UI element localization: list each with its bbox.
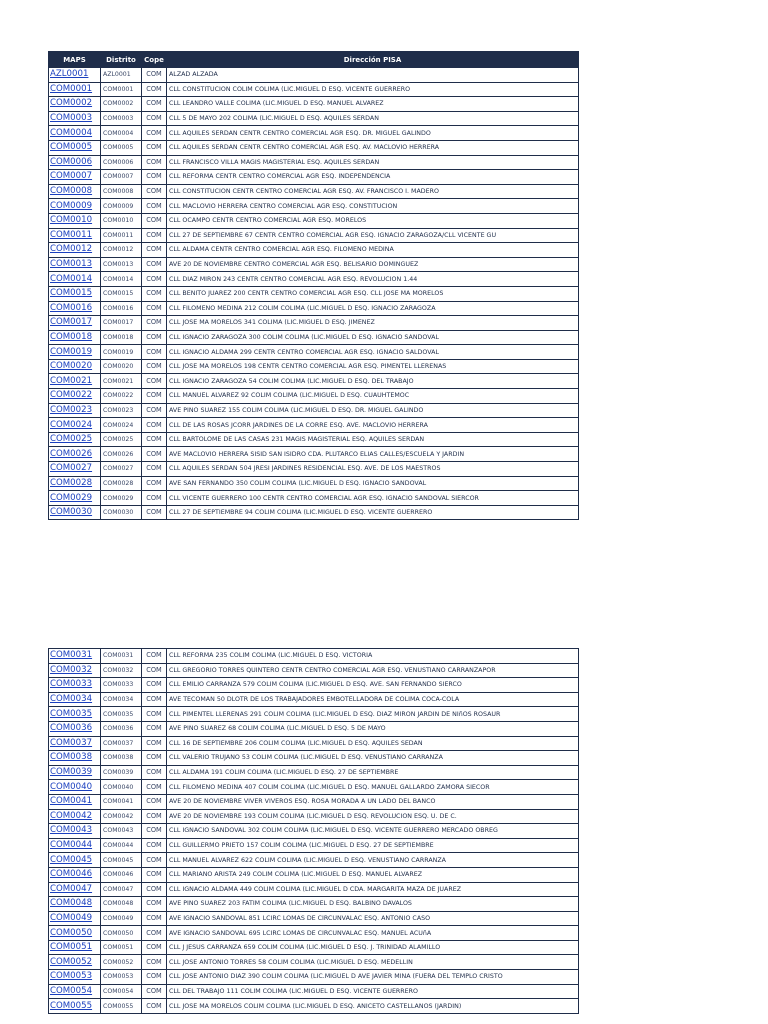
distrito-cell: COM0024 bbox=[101, 418, 142, 433]
distrito-cell: COM0017 bbox=[101, 316, 142, 331]
table-row bbox=[49, 447, 579, 462]
distrito-cell: COM0031 bbox=[101, 649, 142, 664]
distrito-cell: COM0051 bbox=[101, 940, 142, 955]
maps-link[interactable]: COM0046 bbox=[49, 867, 101, 882]
cope-cell: COM bbox=[142, 505, 167, 520]
maps-link[interactable]: COM0050 bbox=[49, 926, 101, 941]
direccion-cell: CLL FRANCISCO VILLA MAGIS MAGISTERIAL ESQ. AQUILES SERDAN bbox=[167, 155, 579, 170]
table-row bbox=[49, 999, 579, 1014]
maps-link[interactable]: COM0049 bbox=[49, 911, 101, 926]
distrito-cell: AZL0001 bbox=[101, 68, 142, 83]
direccion-cell: CLL GREGORIO TORRES QUINTERO CENTR CENTRO COMERCIAL AGR ESQ. VENUSTIANO CARRANZAPOR bbox=[167, 663, 579, 678]
table-row bbox=[49, 780, 579, 795]
table-row bbox=[49, 155, 579, 170]
maps-link[interactable]: COM0047 bbox=[49, 882, 101, 897]
direccion-cell: CLL AQUILES SERDAN 504 JRESI JARDINES RESIDENCIAL ESQ. AVE. DE LOS MAESTROS bbox=[167, 462, 579, 477]
cope-cell: COM bbox=[142, 82, 167, 97]
table-row bbox=[49, 649, 579, 664]
direccion-cell: AVE 20 DE NOVIEMBRE VIVER VIVEROS ESQ. ROSA MORADA A UN LADO DEL BANCO bbox=[167, 794, 579, 809]
table-row bbox=[49, 707, 579, 722]
maps-link[interactable]: COM0036 bbox=[49, 721, 101, 736]
direccion-cell: AVE PINO SUAREZ 155 COLIM COLIMA (LIC.MIGUEL D ESQ. DR. MIGUEL GALINDO bbox=[167, 403, 579, 418]
table-row bbox=[49, 301, 579, 316]
table-row bbox=[49, 330, 579, 345]
maps-link[interactable]: COM0029 bbox=[49, 491, 101, 506]
direccion-cell: CLL CONSTITUCION CENTR CENTRO COMERCIAL AGR ESQ. AV. FRANCISCO I. MADERO bbox=[167, 184, 579, 199]
direccion-cell: CLL JOSE MA MORELOS 198 CENTR CENTRO COMERCIAL AGR ESQ. PIMENTEL LLERENAS bbox=[167, 359, 579, 374]
maps-link[interactable]: COM0054 bbox=[49, 984, 101, 999]
maps-link[interactable]: COM0039 bbox=[49, 765, 101, 780]
cope-cell: COM bbox=[142, 491, 167, 506]
maps-link[interactable]: COM0032 bbox=[49, 663, 101, 678]
distrito-cell: COM0045 bbox=[101, 853, 142, 868]
maps-link[interactable]: COM0031 bbox=[49, 649, 101, 664]
table-row bbox=[49, 140, 579, 155]
direccion-cell: CLL J JESUS CARRANZA 659 COLIM COLIMA (LIC.MIGUEL D ESQ. J. TRINIDAD ALAMILLO bbox=[167, 940, 579, 955]
maps-table-2 bbox=[48, 648, 579, 1014]
direccion-cell: CLL IGNACIO ALDAMA 299 CENTR CENTRO COMERCIAL AGR ESQ. IGNACIO SALDOVAL bbox=[167, 345, 579, 360]
cope-cell: COM bbox=[142, 765, 167, 780]
distrito-cell: COM0009 bbox=[101, 199, 142, 214]
direccion-cell: CLL MANUEL ALVAREZ 92 COLIM COLIMA (LIC.MIGUEL D ESQ. CUAUHTEMOC bbox=[167, 389, 579, 404]
cope-cell: COM bbox=[142, 447, 167, 462]
cope-cell: COM bbox=[142, 853, 167, 868]
cope-cell: COM bbox=[142, 243, 167, 258]
direccion-cell: AVE 20 DE NOVIEMBRE CENTRO COMERCIAL AGR ESQ. BELISARIO DOMINGUEZ bbox=[167, 257, 579, 272]
maps-link[interactable]: COM0051 bbox=[49, 940, 101, 955]
maps-link[interactable]: COM0042 bbox=[49, 809, 101, 824]
distrito-cell: COM0044 bbox=[101, 838, 142, 853]
direccion-cell: CLL AQUILES SERDAN CENTR CENTRO COMERCIAL AGR ESQ. DR. MIGUEL GALINDO bbox=[167, 126, 579, 141]
maps-link[interactable]: COM0034 bbox=[49, 692, 101, 707]
distrito-cell: COM0027 bbox=[101, 462, 142, 477]
table-row bbox=[49, 418, 579, 433]
cope-cell: COM bbox=[142, 926, 167, 941]
table-row bbox=[49, 243, 579, 258]
maps-link[interactable]: COM0001 bbox=[49, 82, 101, 97]
distrito-cell: COM0002 bbox=[101, 97, 142, 112]
direccion-cell: CLL IGNACIO ZARAGOZA 300 COLIM COLIMA (LIC.MIGUEL D ESQ. IGNACIO SANDOVAL bbox=[167, 330, 579, 345]
distrito-cell: COM0013 bbox=[101, 257, 142, 272]
maps-link[interactable]: COM0016 bbox=[49, 301, 101, 316]
maps-link[interactable]: COM0048 bbox=[49, 897, 101, 912]
cope-cell: COM bbox=[142, 316, 167, 331]
direccion-cell: ALZAD ALZADA bbox=[167, 68, 579, 83]
direccion-cell: CLL LEANDRO VALLE COLIMA (LIC.MIGUEL D ESQ. MANUEL ALVAREZ bbox=[167, 97, 579, 112]
maps-link[interactable]: COM0019 bbox=[49, 345, 101, 360]
cope-cell: COM bbox=[142, 838, 167, 853]
distrito-cell: COM0015 bbox=[101, 286, 142, 301]
distrito-cell: COM0032 bbox=[101, 663, 142, 678]
direccion-cell: CLL AQUILES SERDAN CENTR CENTRO COMERCIAL AGR ESQ. AV. MACLOVIO HERRERA bbox=[167, 140, 579, 155]
direccion-cell: CLL IGNACIO ZARAGOZA 54 COLIM COLIMA (LIC.MIGUEL D ESQ. DEL TRABAJO bbox=[167, 374, 579, 389]
table-row bbox=[49, 257, 579, 272]
distrito-cell: COM0041 bbox=[101, 794, 142, 809]
table-row bbox=[49, 984, 579, 999]
direccion-cell: CLL MARIANO ARISTA 249 COLIM COLIMA (LIC.MIGUEL D ESQ. MANUEL ALVAREZ bbox=[167, 867, 579, 882]
distrito-cell: COM0046 bbox=[101, 867, 142, 882]
table-row bbox=[49, 184, 579, 199]
direccion-cell: CLL REFORMA CENTR CENTRO COMERCIAL AGR ESQ. INDEPENDENCIA bbox=[167, 170, 579, 185]
direccion-cell: CLL DIAZ MIRON 243 CENTR CENTRO COMERCIAL AGR ESQ. REVOLUCION 1.44 bbox=[167, 272, 579, 287]
distrito-cell: COM0055 bbox=[101, 999, 142, 1014]
header-direccion: Dirección PISA bbox=[167, 52, 579, 68]
cope-cell: COM bbox=[142, 707, 167, 722]
header-cope: Cope bbox=[142, 52, 167, 68]
cope-cell: COM bbox=[142, 345, 167, 360]
cope-cell: COM bbox=[142, 286, 167, 301]
direccion-cell: CLL DEL TRABAJO 111 COLIM COLIMA (LIC.MIGUEL D ESQ. VICENTE GUERRERO bbox=[167, 984, 579, 999]
direccion-cell: CLL FILOMENO MEDINA 407 COLIM COLIMA (LIC.MIGUEL D ESQ. MANUEL GALLARDO ZAMORA SIECOR bbox=[167, 780, 579, 795]
maps-link[interactable]: COM0005 bbox=[49, 140, 101, 155]
distrito-cell: COM0042 bbox=[101, 809, 142, 824]
distrito-cell: COM0047 bbox=[101, 882, 142, 897]
distrito-cell: COM0033 bbox=[101, 678, 142, 693]
cope-cell: COM bbox=[142, 955, 167, 970]
direccion-cell: CLL 27 DE SEPTIEMBRE 67 CENTR CENTRO COMERCIAL AGR ESQ. IGNACIO ZARAGOZA/CLL VICENTE GU bbox=[167, 228, 579, 243]
cope-cell: COM bbox=[142, 780, 167, 795]
table-row bbox=[49, 316, 579, 331]
distrito-cell: COM0026 bbox=[101, 447, 142, 462]
maps-link[interactable]: COM0028 bbox=[49, 476, 101, 491]
maps-link[interactable]: COM0043 bbox=[49, 824, 101, 839]
cope-cell: COM bbox=[142, 824, 167, 839]
maps-link[interactable]: COM0053 bbox=[49, 970, 101, 985]
direccion-cell: CLL ALDAMA 191 COLIM COLIMA (LIC.MIGUEL D ESQ. 27 DE SEPTIEMBRE bbox=[167, 765, 579, 780]
direccion-cell: AVE PINO SUAREZ 68 COLIM COLIMA (LIC.MIGUEL D ESQ. 5 DE MAYO bbox=[167, 721, 579, 736]
direccion-cell: CLL MANUEL ALVAREZ 622 COLIM COLIMA (LIC.MIGUEL D ESQ. VENUSTIANO CARRANZA bbox=[167, 853, 579, 868]
maps-link[interactable]: COM0022 bbox=[49, 389, 101, 404]
cope-cell: COM bbox=[142, 170, 167, 185]
cope-cell: COM bbox=[142, 476, 167, 491]
table-row bbox=[49, 853, 579, 868]
table-row bbox=[49, 678, 579, 693]
maps-link[interactable]: COM0025 bbox=[49, 432, 101, 447]
table-row bbox=[49, 199, 579, 214]
distrito-cell: COM0008 bbox=[101, 184, 142, 199]
distrito-cell: COM0043 bbox=[101, 824, 142, 839]
cope-cell: COM bbox=[142, 97, 167, 112]
distrito-cell: COM0049 bbox=[101, 911, 142, 926]
direccion-cell: AVE SAN FERNANDO 350 COLIM COLIMA (LIC.MIGUEL D ESQ. IGNACIO SANDOVAL bbox=[167, 476, 579, 491]
cope-cell: COM bbox=[142, 272, 167, 287]
table-row bbox=[49, 97, 579, 112]
cope-cell: COM bbox=[142, 418, 167, 433]
table-row bbox=[49, 940, 579, 955]
distrito-cell: COM0001 bbox=[101, 82, 142, 97]
maps-link[interactable]: COM0006 bbox=[49, 155, 101, 170]
distrito-cell: COM0007 bbox=[101, 170, 142, 185]
cope-cell: COM bbox=[142, 155, 167, 170]
direccion-cell: AVE IGNACIO SANDOVAL 695 LCIRC LOMAS DE CIRCUNVALAC ESQ. MANUEL ACUñA bbox=[167, 926, 579, 941]
table-row bbox=[49, 838, 579, 853]
maps-link[interactable]: COM0010 bbox=[49, 213, 101, 228]
direccion-cell: CLL IGNACIO SANDOVAL 302 COLIM COLIMA (LIC.MIGUEL D ESQ. VICENTE GUERRERO MERCADO OBREG bbox=[167, 824, 579, 839]
maps-link[interactable]: COM0040 bbox=[49, 780, 101, 795]
table-row bbox=[49, 213, 579, 228]
cope-cell: COM bbox=[142, 359, 167, 374]
direccion-cell: AVE MACLOVIO HERRERA SISID SAN ISIDRO CDA. PLUTARCO ELIAS CALLES/ESCUELA Y JARDIN bbox=[167, 447, 579, 462]
table-row bbox=[49, 955, 579, 970]
maps-link[interactable]: COM0013 bbox=[49, 257, 101, 272]
distrito-cell: COM0052 bbox=[101, 955, 142, 970]
distrito-cell: COM0028 bbox=[101, 476, 142, 491]
direccion-cell: AVE IGNACIO SANDOVAL 851 LCIRC LOMAS DE CIRCUNVALAC ESQ. ANTONIO CASO bbox=[167, 911, 579, 926]
table-row bbox=[49, 126, 579, 141]
cope-cell: COM bbox=[142, 330, 167, 345]
cope-cell: COM bbox=[142, 111, 167, 126]
cope-cell: COM bbox=[142, 403, 167, 418]
table-row bbox=[49, 389, 579, 404]
maps-link[interactable]: COM0033 bbox=[49, 678, 101, 693]
distrito-cell: COM0021 bbox=[101, 374, 142, 389]
distrito-cell: COM0006 bbox=[101, 155, 142, 170]
direccion-cell: CLL 16 DE SEPTIEMBRE 206 COLIM COLIMA (LIC.MIGUEL D ESQ. AQUILES SEDAN bbox=[167, 736, 579, 751]
table-row bbox=[49, 68, 579, 83]
table-row bbox=[49, 721, 579, 736]
cope-cell: COM bbox=[142, 940, 167, 955]
table-row bbox=[49, 824, 579, 839]
table-row bbox=[49, 111, 579, 126]
maps-link[interactable]: COM0038 bbox=[49, 751, 101, 766]
direccion-cell: CLL REFORMA 235 COLIM COLIMA (LIC.MIGUEL D ESQ. VICTORIA bbox=[167, 649, 579, 664]
cope-cell: COM bbox=[142, 970, 167, 985]
direccion-cell: CLL DE LAS ROSAS JCORR JARDINES DE LA CORRE ESQ. AVE. MACLOVIO HERRERA bbox=[167, 418, 579, 433]
cope-cell: COM bbox=[142, 228, 167, 243]
distrito-cell: COM0054 bbox=[101, 984, 142, 999]
cope-cell: COM bbox=[142, 140, 167, 155]
table-row bbox=[49, 491, 579, 506]
direccion-cell: CLL CONSTITUCION COLIM COLIMA (LIC.MIGUEL D ESQ. VICENTE GUERRERO bbox=[167, 82, 579, 97]
cope-cell: COM bbox=[142, 374, 167, 389]
cope-cell: COM bbox=[142, 462, 167, 477]
maps-link[interactable]: COM0045 bbox=[49, 853, 101, 868]
cope-cell: COM bbox=[142, 794, 167, 809]
cope-cell: COM bbox=[142, 999, 167, 1014]
maps-table-1 bbox=[48, 51, 579, 520]
distrito-cell: COM0019 bbox=[101, 345, 142, 360]
maps-link[interactable]: COM0009 bbox=[49, 199, 101, 214]
cope-cell: COM bbox=[142, 721, 167, 736]
maps-link[interactable]: COM0044 bbox=[49, 838, 101, 853]
direccion-cell: AVE 20 DE NOVIEMBRE 193 COLIM COLIMA (LIC.MIGUEL D ESQ. REVOLUCION ESQ. U. DE C. bbox=[167, 809, 579, 824]
maps-link[interactable]: COM0012 bbox=[49, 243, 101, 258]
distrito-cell: COM0020 bbox=[101, 359, 142, 374]
distrito-cell: COM0011 bbox=[101, 228, 142, 243]
direccion-cell: CLL VALERIO TRUJANO 53 COLIM COLIMA (LIC.MIGUEL D ESQ. VENUSTIANO CARRANZA bbox=[167, 751, 579, 766]
table-row bbox=[49, 882, 579, 897]
direccion-cell: CLL IGNACIO ALDAMA 449 COLIM COLIMA (LIC.MIGUEL D CDA. MARGARITA MAZA DE JUAREZ bbox=[167, 882, 579, 897]
direccion-cell: CLL EMILIO CARRANZA 579 COLIM COLIMA (LIC.MIGUEL D ESQ. AVE. SAN FERNANDO SIERCO bbox=[167, 678, 579, 693]
direccion-cell: CLL FILOMENO MEDINA 212 COLIM COLIMA (LIC.MIGUEL D ESQ. IGNACIO ZARAGOZA bbox=[167, 301, 579, 316]
table-row bbox=[49, 359, 579, 374]
table-row bbox=[49, 374, 579, 389]
direccion-cell: AVE TECOMAN 50 DLOTR DE LOS TRABAJADORES EMBOTELLADORA DE COLIMA COCA-COLA bbox=[167, 692, 579, 707]
table-row bbox=[49, 809, 579, 824]
distrito-cell: COM0037 bbox=[101, 736, 142, 751]
cope-cell: COM bbox=[142, 678, 167, 693]
cope-cell: COM bbox=[142, 692, 167, 707]
distrito-cell: COM0004 bbox=[101, 126, 142, 141]
direccion-cell: CLL MACLOVIO HERRERA CENTRO COMERCIAL AGR ESQ. CONSTITUCION bbox=[167, 199, 579, 214]
distrito-cell: COM0016 bbox=[101, 301, 142, 316]
table-row bbox=[49, 897, 579, 912]
direccion-cell: CLL JOSE MA MORELOS COLIM COLIMA (LIC.MIGUEL D ESQ. ANICETO CASTELLANOS (JARDIN) bbox=[167, 999, 579, 1014]
cope-cell: COM bbox=[142, 389, 167, 404]
distrito-cell: COM0022 bbox=[101, 389, 142, 404]
table-row bbox=[49, 82, 579, 97]
cope-cell: COM bbox=[142, 213, 167, 228]
cope-cell: COM bbox=[142, 867, 167, 882]
maps-link[interactable]: COM0037 bbox=[49, 736, 101, 751]
maps-link[interactable]: COM0020 bbox=[49, 359, 101, 374]
table-row bbox=[49, 432, 579, 447]
table-row bbox=[49, 751, 579, 766]
table-row bbox=[49, 736, 579, 751]
distrito-cell: COM0050 bbox=[101, 926, 142, 941]
maps-link[interactable]: COM0015 bbox=[49, 286, 101, 301]
table-row bbox=[49, 692, 579, 707]
maps-link[interactable]: COM0052 bbox=[49, 955, 101, 970]
distrito-cell: COM0012 bbox=[101, 243, 142, 258]
table-row bbox=[49, 765, 579, 780]
direccion-cell: CLL ALDAMA CENTR CENTRO COMERCIAL AGR ESQ. FILOMENO MEDINA bbox=[167, 243, 579, 258]
distrito-cell: COM0010 bbox=[101, 213, 142, 228]
direccion-cell: CLL 5 DE MAYO 202 COLIMA (LIC.MIGUEL D ESQ. AQUILES SERDAN bbox=[167, 111, 579, 126]
maps-link[interactable]: COM0030 bbox=[49, 505, 101, 520]
maps-link[interactable]: COM0003 bbox=[49, 111, 101, 126]
cope-cell: COM bbox=[142, 199, 167, 214]
table-row bbox=[49, 505, 579, 520]
distrito-cell: COM0029 bbox=[101, 491, 142, 506]
direccion-cell: CLL OCAMPO CENTR CENTRO COMERCIAL AGR ESQ. MORELOS bbox=[167, 213, 579, 228]
cope-cell: COM bbox=[142, 882, 167, 897]
cope-cell: COM bbox=[142, 751, 167, 766]
cope-cell: COM bbox=[142, 184, 167, 199]
table-row bbox=[49, 462, 579, 477]
table-row bbox=[49, 867, 579, 882]
table-row bbox=[49, 663, 579, 678]
maps-link[interactable]: COM0011 bbox=[49, 228, 101, 243]
cope-cell: COM bbox=[142, 984, 167, 999]
direccion-cell: CLL JOSE ANTONIO TORRES 58 COLIM COLIMA (LIC.MIGUEL D ESQ. MEDELLIN bbox=[167, 955, 579, 970]
distrito-cell: COM0035 bbox=[101, 707, 142, 722]
table-row bbox=[49, 403, 579, 418]
distrito-cell: COM0025 bbox=[101, 432, 142, 447]
table-row bbox=[49, 476, 579, 491]
direccion-cell: CLL JOSE ANTONIO DIAZ 390 COLIM COLIMA (LIC.MIGUEL D AVE JAVIER MINA (FUERA DEL TEMPLO CRISTO bbox=[167, 970, 579, 985]
cope-cell: COM bbox=[142, 736, 167, 751]
table-row bbox=[49, 794, 579, 809]
distrito-cell: COM0014 bbox=[101, 272, 142, 287]
maps-link[interactable]: COM0041 bbox=[49, 794, 101, 809]
distrito-cell: COM0039 bbox=[101, 765, 142, 780]
direccion-cell: CLL PIMENTEL LLERENAS 291 COLIM COLIMA (LIC.MIGUEL D ESQ. DIAZ MIRON JARDIN DE NIñOS ROSAUR bbox=[167, 707, 579, 722]
maps-link[interactable]: COM0035 bbox=[49, 707, 101, 722]
table-row bbox=[49, 345, 579, 360]
distrito-cell: COM0036 bbox=[101, 721, 142, 736]
table-row bbox=[49, 286, 579, 301]
maps-link[interactable]: COM0023 bbox=[49, 403, 101, 418]
maps-link[interactable]: COM0004 bbox=[49, 126, 101, 141]
cope-cell: COM bbox=[142, 649, 167, 664]
table-row bbox=[49, 970, 579, 985]
cope-cell: COM bbox=[142, 911, 167, 926]
direccion-cell: AVE PINO SUAREZ 203 FATIM COLIMA (LIC.MIGUEL D ESQ. BALBINO DAVALOS bbox=[167, 897, 579, 912]
cope-cell: COM bbox=[142, 809, 167, 824]
table-row bbox=[49, 228, 579, 243]
maps-link[interactable]: COM0021 bbox=[49, 374, 101, 389]
header-maps: MAPS bbox=[49, 52, 101, 68]
direccion-cell: CLL JOSE MA MORELOS 341 COLIMA (LIC.MIGUEL D ESQ. JIMENEZ bbox=[167, 316, 579, 331]
distrito-cell: COM0030 bbox=[101, 505, 142, 520]
distrito-cell: COM0040 bbox=[101, 780, 142, 795]
maps-link[interactable]: COM0017 bbox=[49, 316, 101, 331]
cope-cell: COM bbox=[142, 432, 167, 447]
maps-link[interactable]: COM0007 bbox=[49, 170, 101, 185]
distrito-cell: COM0018 bbox=[101, 330, 142, 345]
maps-link[interactable]: COM0002 bbox=[49, 97, 101, 112]
distrito-cell: COM0003 bbox=[101, 111, 142, 126]
cope-cell: COM bbox=[142, 257, 167, 272]
table-row bbox=[49, 272, 579, 287]
table-row bbox=[49, 926, 579, 941]
cope-cell: COM bbox=[142, 126, 167, 141]
cope-cell: COM bbox=[142, 897, 167, 912]
direccion-cell: CLL GUILLERMO PRIETO 157 COLIM COLIMA (LIC.MIGUEL D ESQ. 27 DE SEPTIEMBRE bbox=[167, 838, 579, 853]
table-row bbox=[49, 911, 579, 926]
maps-link[interactable]: AZL0001 bbox=[49, 68, 101, 83]
distrito-cell: COM0053 bbox=[101, 970, 142, 985]
cope-cell: COM bbox=[142, 663, 167, 678]
cope-cell: COM bbox=[142, 68, 167, 83]
direccion-cell: CLL VICENTE GUERRERO 100 CENTR CENTRO COMERCIAL AGR ESQ. IGNACIO SANDOVAL SIERCOR bbox=[167, 491, 579, 506]
cope-cell: COM bbox=[142, 301, 167, 316]
header-distrito: Distrito bbox=[101, 52, 142, 68]
header-row bbox=[49, 52, 579, 68]
maps-link[interactable]: COM0027 bbox=[49, 462, 101, 477]
distrito-cell: COM0005 bbox=[101, 140, 142, 155]
direccion-cell: CLL 27 DE SEPTIEMBRE 94 COLIM COLIMA (LIC.MIGUEL D ESQ. VICENTE GUERRERO bbox=[167, 505, 579, 520]
distrito-cell: COM0048 bbox=[101, 897, 142, 912]
distrito-cell: COM0038 bbox=[101, 751, 142, 766]
direccion-cell: CLL BENITO JUAREZ 200 CENTR CENTRO COMERCIAL AGR ESQ. CLL JOSE MA MORELOS bbox=[167, 286, 579, 301]
maps-link[interactable]: COM0024 bbox=[49, 418, 101, 433]
direccion-cell: CLL BARTOLOME DE LAS CASAS 231 MAGIS MAGISTERIAL ESQ. AQUILES SERDAN bbox=[167, 432, 579, 447]
maps-link[interactable]: COM0008 bbox=[49, 184, 101, 199]
maps-link[interactable]: COM0018 bbox=[49, 330, 101, 345]
maps-link[interactable]: COM0014 bbox=[49, 272, 101, 287]
distrito-cell: COM0023 bbox=[101, 403, 142, 418]
maps-link[interactable]: COM0026 bbox=[49, 447, 101, 462]
distrito-cell: COM0034 bbox=[101, 692, 142, 707]
maps-link[interactable]: COM0055 bbox=[49, 999, 101, 1014]
table-row bbox=[49, 170, 579, 185]
